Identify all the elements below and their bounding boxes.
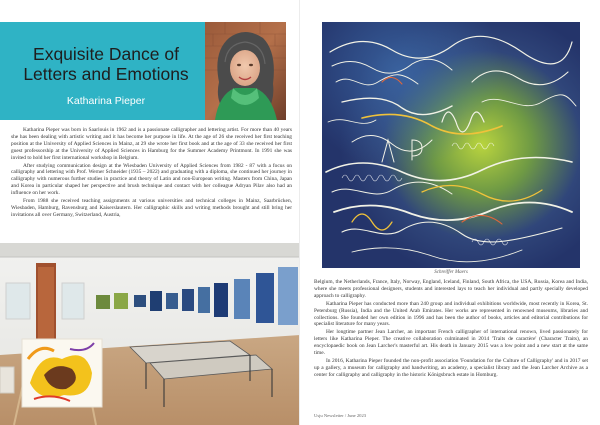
paragraph: From 1988 she received teaching assignments at various universities and technical colleges in Mainz, Saarbrücken, Wiesbaden, Hamburg, Ravensburg and Kaiserslautern. Her calligraphic skills and writing methods brought and still bring her invitations all over Germany, Switzerland, Austria, — [11, 198, 292, 218]
paragraph: In 2016, Katharina Pieper founded the non-profit association 'Foundation for the Culture of Calligraphy' and in 2017 set up a gallery, a museum for calligraphy and handwriting, an academy, a specialist library and the Jean Larcher Archive as a center for calligraphy and calligraphy in the historic Königsbruch estate in Homburg. — [314, 357, 588, 378]
paragraph: Katharina Pieper has conducted more than 240 group and individual exhibitions worldwide, most recently in Korea, St. Petersburg (Russia), India and the United Arab Emirates. Her works are represented in renowned museums, libraries and collections. She founded her own edition in 1996 and has been the author of books, articles and editorial contributions for specialist literature for many years. — [314, 300, 588, 328]
artwork-caption: Schreiffer Maers — [434, 270, 468, 275]
calligraphy-artwork — [322, 22, 580, 268]
title-box — [0, 22, 207, 120]
left-body-text — [11, 127, 292, 220]
page-footer: Usju Newsletter / June 2023 — [314, 413, 367, 418]
article-title: Exquisite Dance of Letters and Emotions — [23, 44, 189, 84]
paragraph: After studying communication design at the Wiesbaden University of Applied Sciences from 1982 - 87 with a focus on calligraphy and lettering with Prof. Werner Schneider (1935 – 2022) and graduating with a diploma, she continued her journey in calligraphy with numerous further studies in practice and theory of Latin and non-European writing. Masters from China, Japan and Korea in particular shaped her perspective and brush technique and contact with her colleague Adryan Pilav also had an influence on her work. — [11, 162, 292, 197]
paragraph: Her longtime partner Jean Larcher, an important French calligrapher of international renown, lived passionately for letters like Katharina Pieper. The creative collaboration culminated in 2014 'Traits de caractère' (Character Traits), an encyclopaedic book on Jean Larcher's masterful art. His death in January 2015 was a low point and a new start at the same time. — [314, 329, 588, 357]
article-author: Katharina Pieper — [66, 95, 146, 107]
paragraph: Belgium, the Netherlands, France, Italy, Norway, England, Iceland, Finland, South Africa, the USA, Russia, Korea and India, where she meets professional designers, students and interested lays to teach her individual and partly specially developed approach to calligraphy. — [314, 279, 588, 299]
right-body-text — [314, 279, 588, 380]
right-page — [300, 0, 600, 425]
portrait-photo — [205, 22, 286, 120]
paragraph: Katharina Pieper was born in Saarlouis in 1962 and is a passionate calligrapher and lettering artist. For more than 40 years she has been dealing with artistic writing and it has become her purpose in life. At the age of 26 she received her first teaching position at the University of Applied Sciences in Mainz, at 29 she wrote her first book and at the age of 33 she received her first guest professorship at the University of Applied Sciences in Hamburg for the Summer Academy Printmont. In 1991 she was invited to hold her first international workshop in Belgium. — [11, 127, 292, 161]
gallery-photo — [0, 243, 300, 425]
